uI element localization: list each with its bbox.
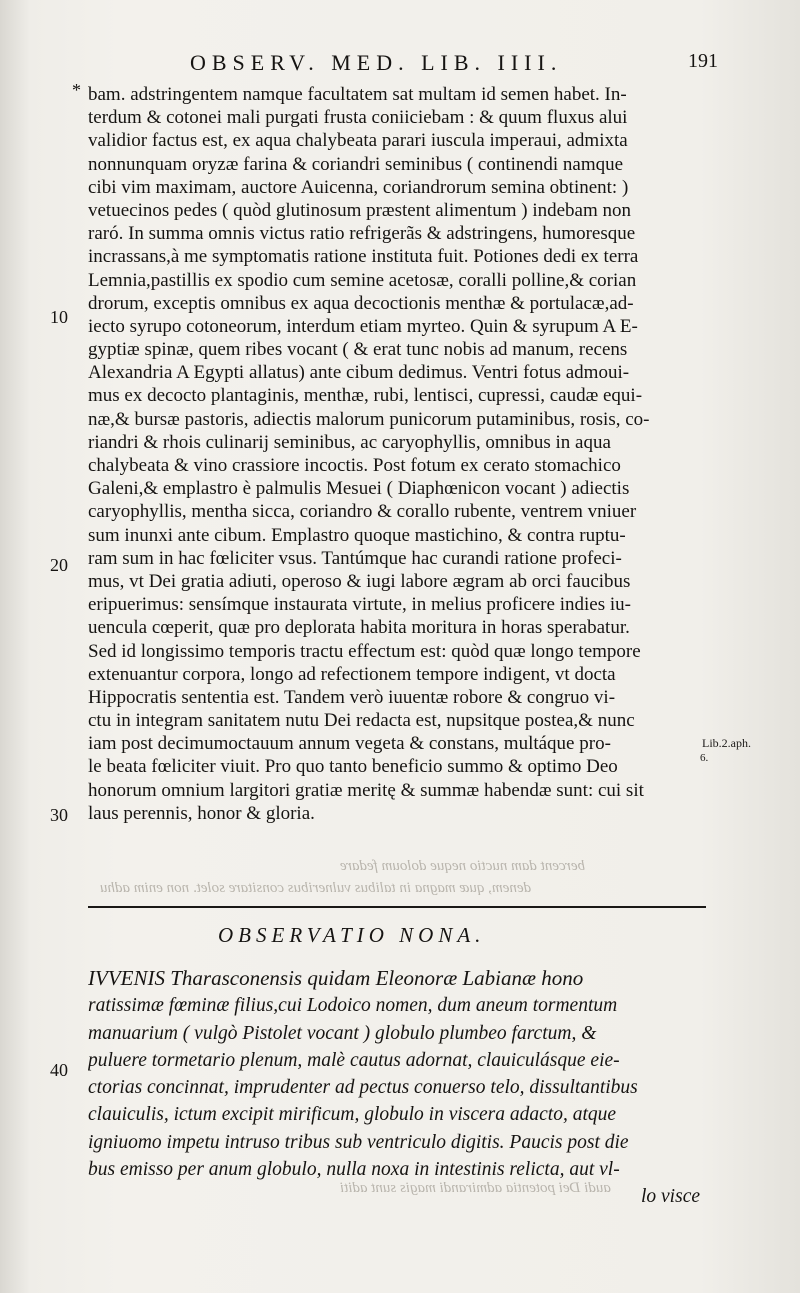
text-line: sum inunxi ante cibum. Emplastro quoque mastichino, & contra ruptu- (88, 524, 626, 546)
italic-line: ratissimæ fœminæ filius,cui Lodoico nomen, dum aneum tormentum (88, 995, 618, 1017)
line-number-20: 20 (50, 555, 68, 575)
text-line: validior factus est, ex aqua chalybeata parari iuscula imperaui, admixta (88, 130, 628, 152)
text-line: Hippocratis sententia est. Tandem verò iuuentæ robore & congruo vi- (88, 686, 616, 708)
text-line: Alexandria A Egypti allatus) ante cibum dedimus. Ventri fotus admoui- (88, 362, 630, 384)
line-number-10: 10 (50, 307, 68, 327)
text-line: Sed id longissimo temporis tractu effectum est: quòd quæ longo tempore (88, 640, 641, 662)
text-line: vetuecinos pedes ( quòd glutinosum præstent alimentum ) indebam non (88, 199, 631, 221)
text-line: iam post decimumoctauum annum vegeta & constans, multáque pro- (88, 733, 611, 755)
italic-line: lo visce (640, 1186, 700, 1208)
italic-line: igniuomo impetu intruso tribus sub ventriculo digitis. Paucis post die (88, 1131, 629, 1153)
section-title: OBSERVATIO NONA. (218, 923, 486, 947)
text-line: extenuantur corpora, longo ad refectionem tempore indigent, vt docta (88, 663, 616, 685)
asterisk-mark: * (72, 80, 81, 100)
body-text (88, 83, 693, 825)
running-title: OBSERV. MED. LIB. IIII. (190, 50, 563, 75)
text-line: Galeni,& emplastro è palmulis Mesuei ( Diaphœnicon vocant ) adiectis (88, 478, 630, 500)
text-line: laus perennis, honor & gloria. (88, 802, 315, 824)
text-line: ctu in integram sanitatem nutu Dei redacta est, nupsitque postea,& nunc (88, 710, 635, 732)
text-line: eripuerimus: sensímque instaurata virtute, in melius proficere indies iu- (88, 594, 631, 616)
italic-line: puluere tormetario plenum, malè cautus adornat, clauiculásque eie- (88, 1049, 620, 1071)
line-number-40: 40 (50, 1060, 68, 1080)
text-line: iecto syrupo cotoneorum, interdum etiam myrteo. Quin & syrupum A E- (88, 315, 638, 337)
italic-line: bus emisso per anum globulo, nulla noxa in intestinis relicta, aut vl- (88, 1159, 620, 1181)
text-line: chalybeata & vino crassiore incoctis. Post fotum ex cerato stomachico (88, 455, 621, 476)
italic-line: clauiculis, ictum excipit mirificum, globulo in viscera adacto, atque (88, 1104, 617, 1126)
text-line: raró. In summa omnis victus ratio refrigerãs & adstringens, humoresque (88, 223, 636, 245)
margin-citation: Lib.2.aph. (702, 736, 751, 750)
bleed-through-text: denem, quæ magna in talibus vulneribus consitare solet. non enim adhu (100, 880, 532, 896)
line-number-30: 30 (50, 805, 68, 825)
text-line: bam. adstringentem namque facultatem sat multam id semen habet. In- (88, 84, 627, 105)
text-line: terdum & cotonei mali purgati frusta coniiciebam : & quum fluxus alui (88, 107, 628, 129)
text-line: gyptiæ spinæ, quem ribes vocant ( & erat tunc nobis ad manum, recens (88, 339, 628, 361)
text-line: nonnunquam oryzæ farina & coriandri seminibus ( continendi namque (88, 153, 624, 175)
text-line: mus ex decocto plantaginis, menthæ, rubi, lentisci, cupressi, caudæ equi- (88, 385, 643, 407)
text-line: caryophyllis, mentha sicca, coriandro & corallo rubente, ventrem vniuer (88, 501, 637, 523)
italic-line: manuarium ( vulgò Pistolet vocant ) globulo plumbeo farctum, & (88, 1022, 597, 1044)
text-line: le beata fœliciter viuit. Pro quo tanto beneficio summo & optimo Deo (88, 756, 618, 778)
text-line: mus, vt Dei gratia adiuti, operoso & iugi labore ægram ab orci faucibus (88, 570, 631, 592)
observation-text (88, 965, 700, 1211)
section-divider (88, 906, 706, 908)
bleed-through-text: bercent dam nuctio neque doloum fedare (340, 858, 586, 874)
text-line: Lemnia,pastillis ex spodio cum semine acetosæ, coralli polline,& corian (88, 269, 637, 291)
bleed-through-text: audi Dei potentia admirandi magis sunt aditi (340, 1180, 611, 1196)
text-line: honorum omnium largitori gratiæ meritę & summæ habendæ sunt: cui sit (88, 779, 644, 801)
margin-citation-number: 6. (700, 752, 709, 764)
text-line: ram sum in hac fœliciter vsus. Tantúmque hac curandi ratione profeci- (88, 547, 622, 569)
page-number: 191 (688, 50, 718, 72)
text-line: drorum, exceptis omnibus ex aqua decoctionis menthæ & portulacæ,ad- (88, 292, 634, 314)
italic-line: ctorias concinnat, imprudenter ad pectus conuerso telo, dissultantibus (88, 1077, 638, 1099)
text-line: riandri & rhois culinarij seminibus, ac caryophyllis, omnibus in aqua (88, 431, 611, 453)
text-line: næ,& bursæ pastoris, adiectis malorum punicorum putaminibus, rosis, co- (88, 408, 650, 430)
italic-line: IVVENIS Tharasconensis quidam Eleonoræ Labianæ hono (88, 966, 584, 990)
text-line: cibi vim maximam, auctore Auicenna, coriandrorum semina obtinent: ) (88, 176, 629, 198)
text-line: uencula cœperit, quæ pro deplorata habita moritura in horas sperabatur. (88, 617, 630, 639)
text-line: incrassans,à me symptomatis ratione instituta fuit. Potiones dedi ex terra (88, 246, 639, 268)
